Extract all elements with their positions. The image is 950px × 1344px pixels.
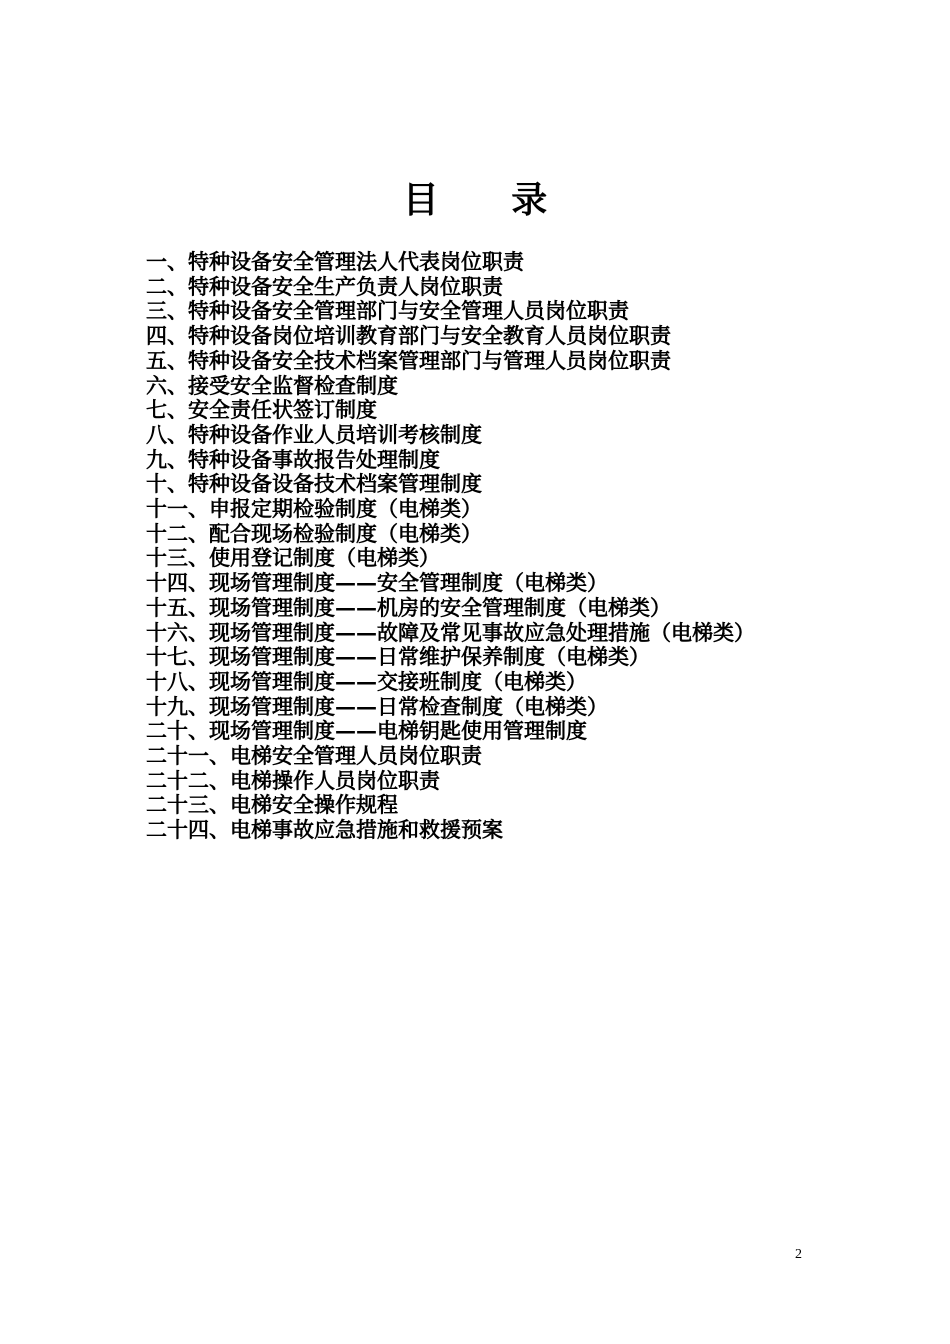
toc-item: 五、特种设备安全技术档案管理部门与管理人员岗位职责 (146, 347, 671, 373)
toc-item: 三、特种设备安全管理部门与安全管理人员岗位职责 (146, 298, 629, 324)
toc-item: 十六、现场管理制度——故障及常见事故应急处理措施（电梯类） (146, 619, 755, 645)
toc-item: 八、特种设备作业人员培训考核制度 (146, 421, 482, 447)
toc-item: 四、特种设备岗位培训教育部门与安全教育人员岗位职责 (146, 323, 671, 349)
toc-item: 二、特种设备安全生产负责人岗位职责 (146, 273, 503, 299)
toc-item: 二十四、电梯事故应急措施和救援预案 (146, 817, 503, 843)
toc-item: 二十、现场管理制度——电梯钥匙使用管理制度 (146, 718, 587, 744)
page-number: 2 (795, 1247, 802, 1262)
toc-item: 二十三、电梯安全操作规程 (146, 792, 398, 818)
toc-item: 十七、现场管理制度——日常维护保养制度（电梯类） (146, 644, 650, 670)
toc-item: 十五、现场管理制度——机房的安全管理制度（电梯类） (146, 594, 671, 620)
toc-item: 七、安全责任状签订制度 (146, 397, 377, 423)
toc-item: 十八、现场管理制度——交接班制度（电梯类） (146, 668, 587, 694)
table-of-contents (146, 250, 814, 843)
toc-item: 九、特种设备事故报告处理制度 (146, 446, 440, 472)
toc-item: 十一、申报定期检验制度（电梯类） (146, 496, 482, 522)
toc-item: 十二、配合现场检验制度（电梯类） (146, 520, 482, 546)
page-title: 目 录 (402, 179, 578, 221)
toc-item: 一、特种设备安全管理法人代表岗位职责 (146, 249, 524, 274)
toc-item: 二十二、电梯操作人员岗位职责 (146, 767, 440, 793)
toc-item: 十三、使用登记制度（电梯类） (146, 545, 440, 571)
toc-item: 二十一、电梯安全管理人员岗位职责 (146, 743, 482, 769)
toc-item: 六、接受安全监督检查制度 (146, 372, 398, 398)
toc-item: 十、特种设备设备技术档案管理制度 (146, 471, 482, 497)
toc-item: 十九、现场管理制度——日常检查制度（电梯类） (146, 693, 608, 719)
toc-item: 十四、现场管理制度——安全管理制度（电梯类） (146, 570, 608, 596)
